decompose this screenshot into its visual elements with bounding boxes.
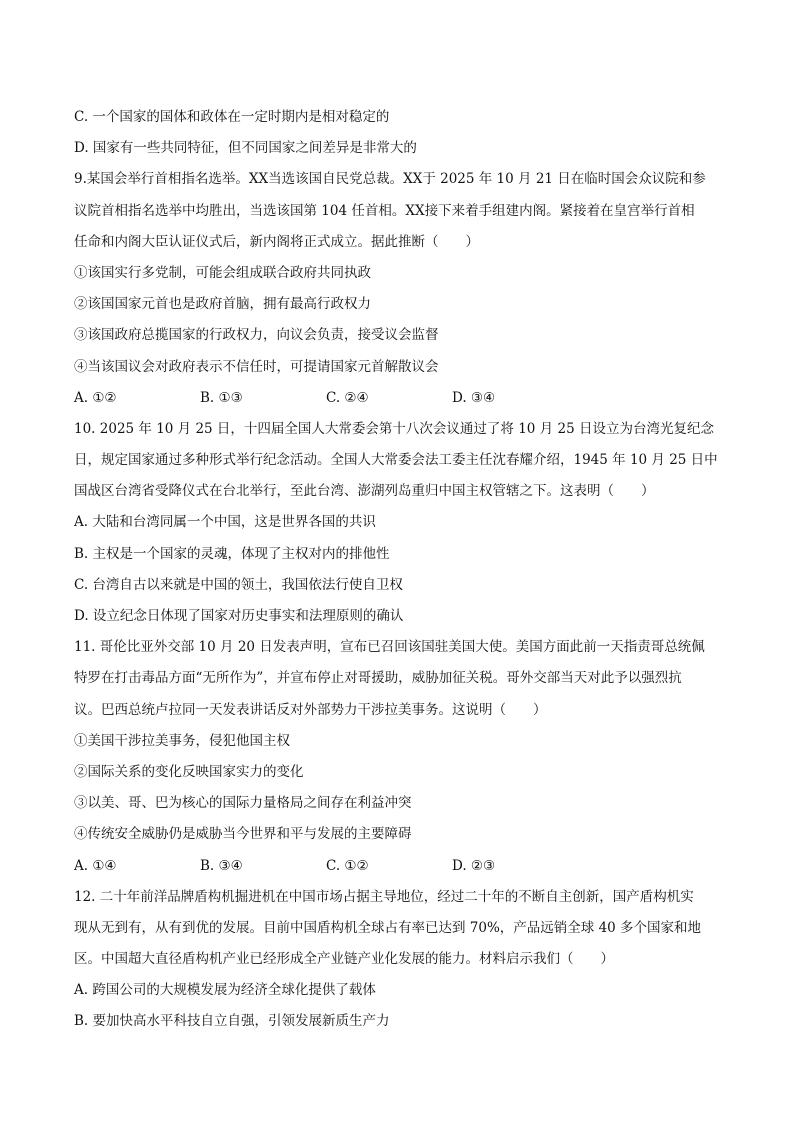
q11-option-b: B. ③④ xyxy=(200,857,243,874)
q9-option-a: A. ①② xyxy=(74,389,117,406)
q9-option-c: C. ②④ xyxy=(326,389,369,406)
q12-option-b: B. 要加快高水平科技自立自强，引领发展新质生产力 xyxy=(74,1013,390,1030)
q11-statement-4: ④传统安全威胁仍是威胁当今世界和平与发展的主要障碍 xyxy=(74,826,412,843)
q11-statement-2: ②国际关系的变化反映国家实力的变化 xyxy=(74,763,304,780)
q12-stem-line: 现从无到有，从有到优的发展。目前中国盾构机全球占有率已达到 70%，产品远销全球 40 多个国家和地 xyxy=(74,919,702,936)
q9-stem-line: 议院首相指名选举中均胜出，当选该国第 104 任首相。XX接下来着手组建内阁。紧接着在皇宫举行首相 xyxy=(74,202,695,219)
q10-stem-line: 国战区台湾省受降仪式在台北举行，至此台湾、澎湖列岛重归中国主权管辖之下。这表明（ ） xyxy=(74,483,655,500)
q11-option-d: D. ②③ xyxy=(452,857,496,874)
q9-stem-line: 任命和内阁大臣认证仪式后，新内阁将正式成立。据此推断（ ） xyxy=(74,233,479,250)
q9-statement-3: ③该国政府总揽国家的行政权力，向议会负责，接受议会监督 xyxy=(74,327,439,344)
q12-stem-line: 区。中国超大直径盾构机产业已经形成全产业链产业化发展的能力。材料启示我们（ ） xyxy=(74,951,614,968)
q10-option-a: A. 大陆和台湾同属一个中国，这是世界各国的共识 xyxy=(74,514,376,531)
q9-options xyxy=(74,383,724,414)
document-body xyxy=(74,102,724,1038)
q9-statement-4: ④当该国议会对政府表示不信任时，可提请国家元首解散议会 xyxy=(74,358,439,375)
q11-statement-3: ③以美、哥、巴为核心的国际力量格局之间存在利益冲突 xyxy=(74,795,412,812)
q8-option-d: D. 国家有一些共同特征，但不同国家之间差异是非常大的 xyxy=(74,140,417,157)
q10-option-c: C. 台湾自古以来就是中国的领土，我国依法行使自卫权 xyxy=(74,576,403,593)
q10-stem-line: 10. 2025 年 10 月 25 日，十四届全国人大常委会第十八次会议通过了将 10 月 25 日设立为台湾光复纪念 xyxy=(74,420,714,437)
q9-statement-1: ①该国实行多党制，可能会组成联合政府共同执政 xyxy=(74,264,371,281)
q9-statement-2: ②该国国家元首也是政府首脑，拥有最高行政权力 xyxy=(74,296,371,313)
q10-option-b: B. 主权是一个国家的灵魂，体现了主权对内的排他性 xyxy=(74,545,390,562)
q8-option-c: C. 一个国家的国体和政体在一定时期内是相对稳定的 xyxy=(74,109,390,125)
q11-statement-1: ①美国干涉拉美事务，侵犯他国主权 xyxy=(74,732,290,749)
q11-stem-line: 特罗在打击毒品方面“无所作为”，并宣布停止对哥援助，威胁加征关税。哥外交部当天对此予以强烈抗 xyxy=(74,670,682,687)
q9-option-b: B. ①③ xyxy=(200,389,243,406)
q10-option-d: D. 设立纪念日体现了国家对历史事实和法理原则的确认 xyxy=(74,608,404,624)
q11-option-c: C. ①② xyxy=(326,857,369,874)
q9-stem-line: 9.某国会举行首相指名选举。XX当选该国自民党总裁。XX于 2025 年 10 月 21 日在临时国会众议院和参 xyxy=(74,171,706,188)
q12-stem-line: 12. 二十年前洋品牌盾构机掘进机在中国市场占据主导地位，经过二十年的不断自主创新，国产盾构机实 xyxy=(74,888,694,905)
q11-option-a: A. ①④ xyxy=(74,857,117,874)
q11-options xyxy=(74,851,724,882)
q12-option-a: A. 跨国公司的大规模发展为经济全球化提供了载体 xyxy=(74,982,376,999)
q11-stem-line: 11. 哥伦比亚外交部 10 月 20 日发表声明，宣布已召回该国驻美国大使。美国方面此前一天指责哥总统佩 xyxy=(74,639,705,656)
q10-stem-line: 日，规定国家通过多种形式举行纪念活动。全国人大常委会法工委主任沈春耀介绍，1945 年 10 月 25 日中 xyxy=(74,452,718,469)
q11-stem-line: 议。巴西总统卢拉同一天发表讲话反对外部势力干涉拉美事务。这说明（ ） xyxy=(74,701,547,718)
q9-option-d: D. ③④ xyxy=(452,389,496,406)
